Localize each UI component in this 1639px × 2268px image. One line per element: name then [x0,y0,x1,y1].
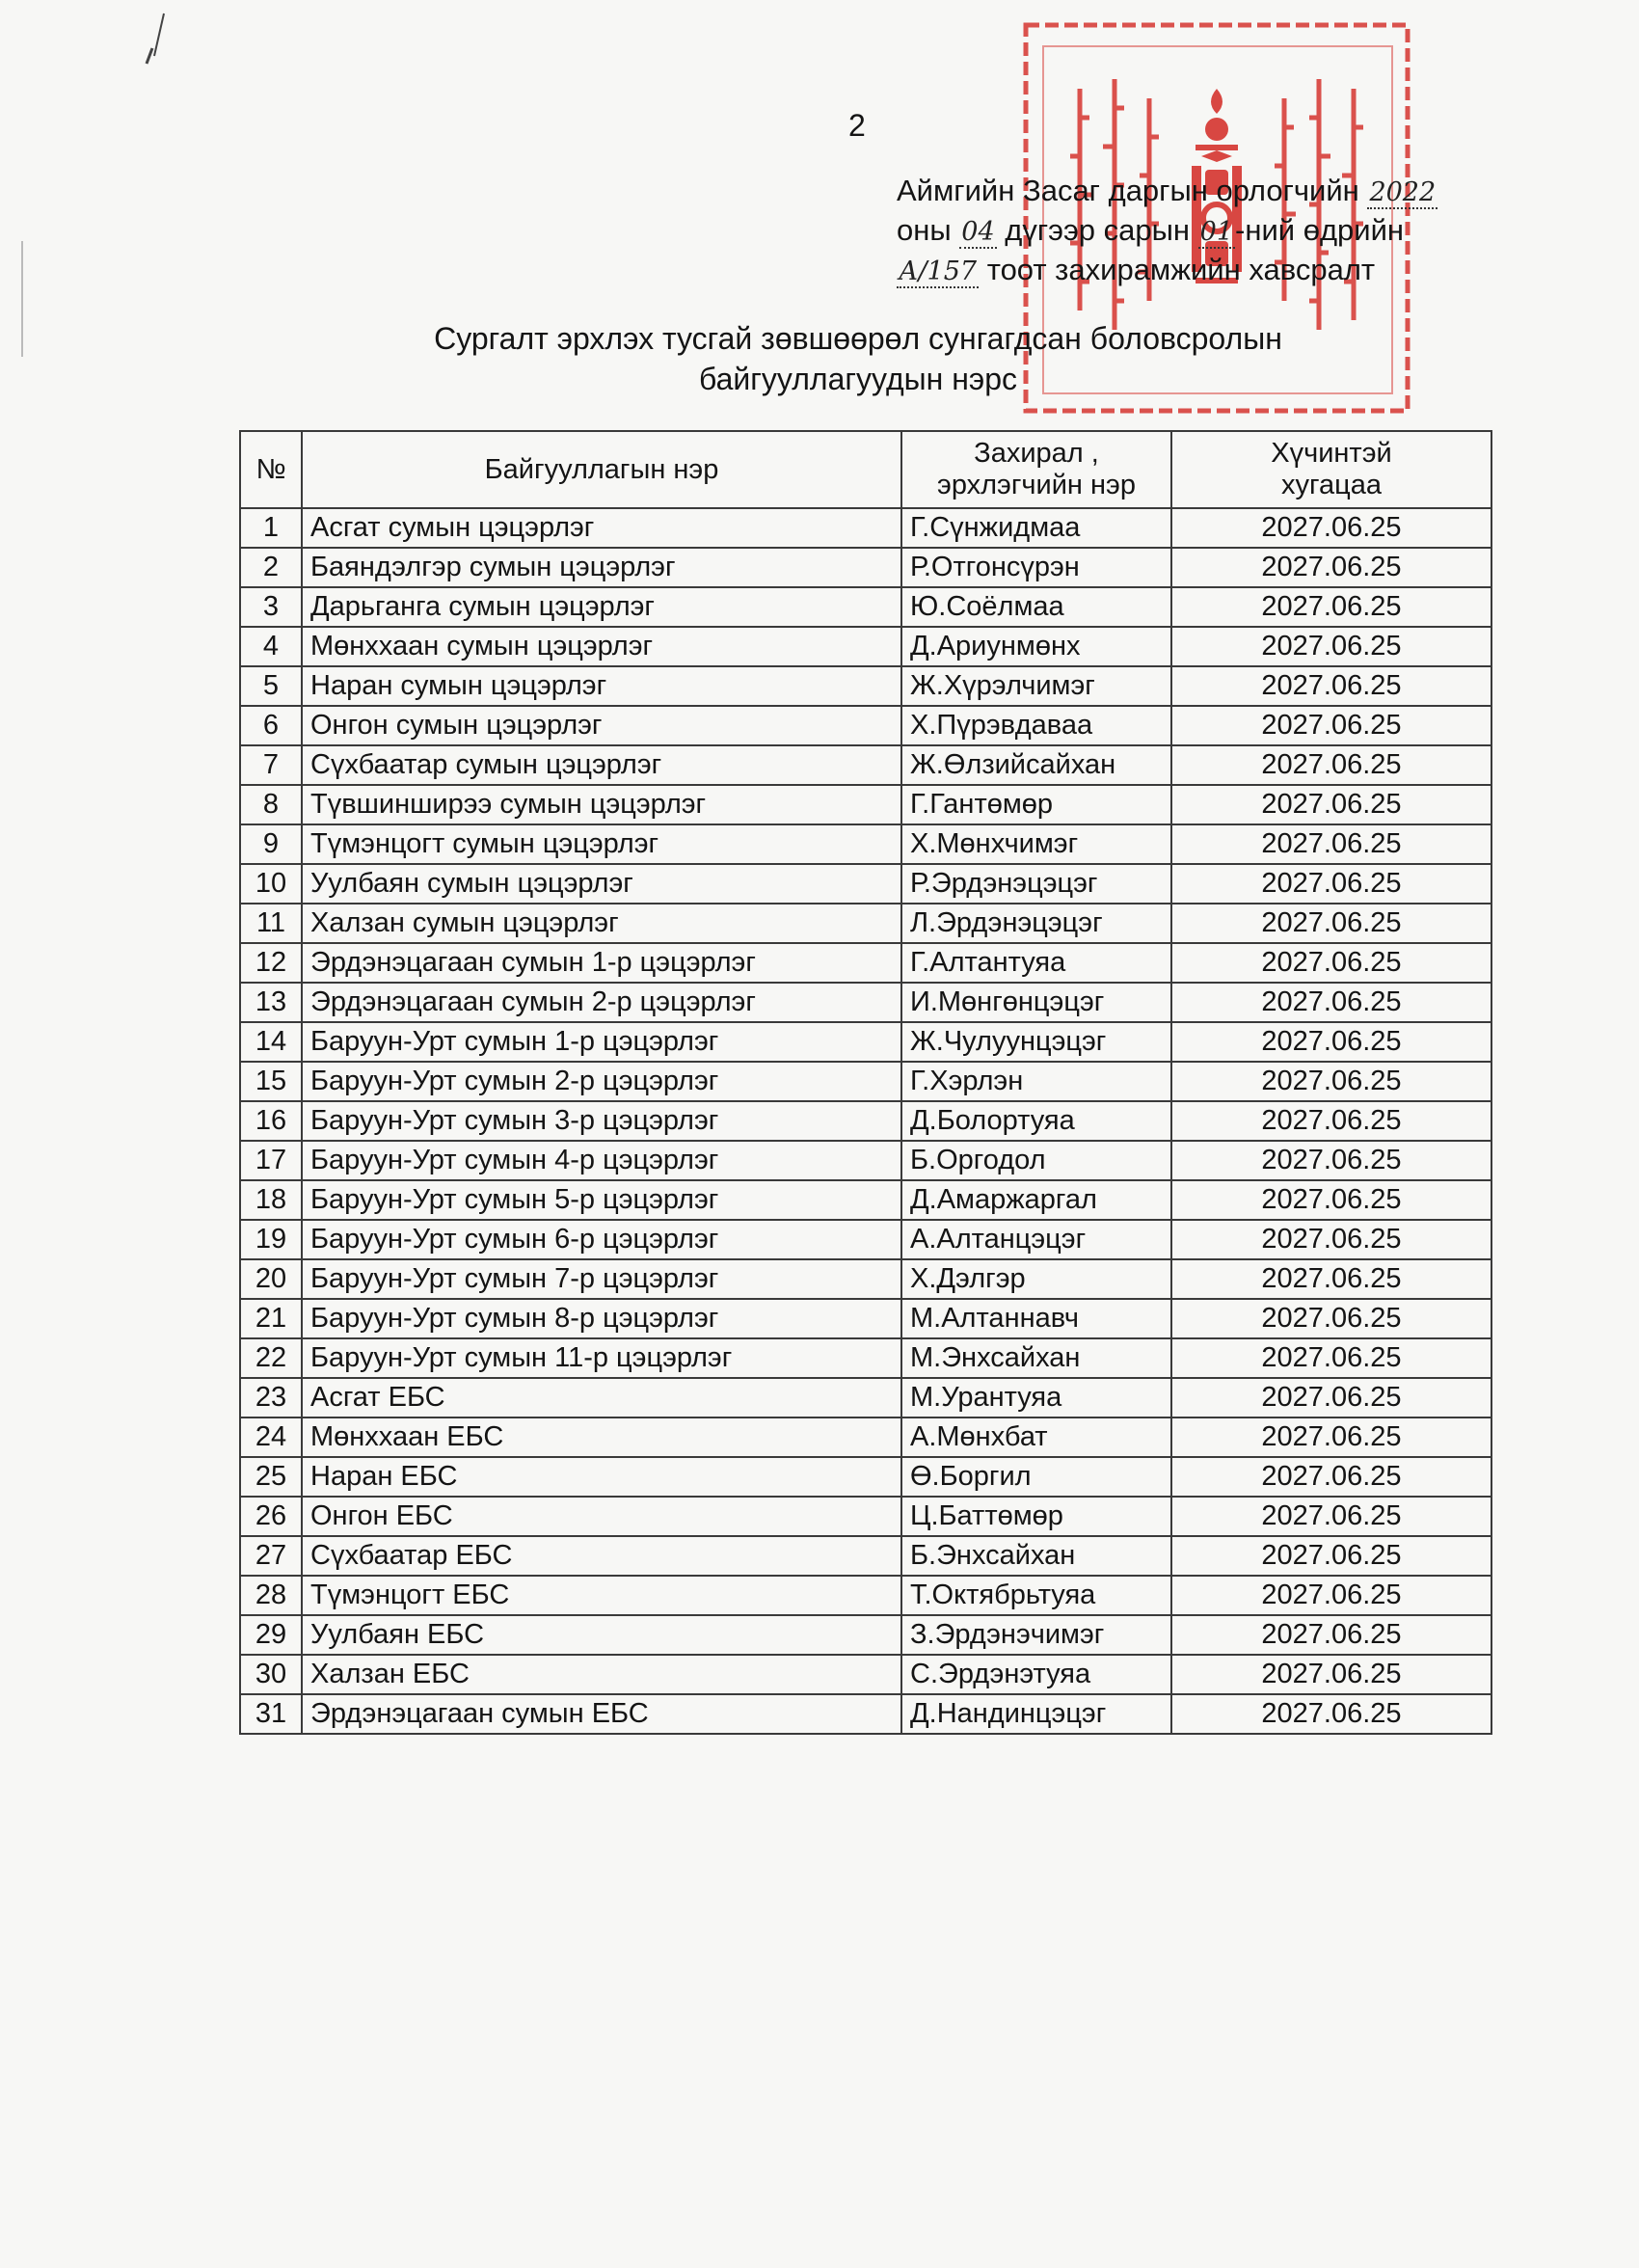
page-number: 2 [848,108,866,143]
row-number: 24 [240,1418,302,1457]
director-name: Х.Пүрэвдаваа [901,706,1171,745]
handwritten-month: 04 [961,217,995,247]
validity-date: 2027.06.25 [1171,745,1491,785]
director-name: Г.Гантөмөр [901,785,1171,824]
table-row [240,1338,1491,1378]
header-director [901,431,1171,508]
validity-date: 2027.06.25 [1171,1022,1491,1062]
row-number: 31 [240,1694,302,1734]
header-line-2 [897,211,1475,251]
validity-date: 2027.06.25 [1171,1576,1491,1615]
header-line3-suffix: тоот захирамжийн хавсралт [986,253,1376,286]
header-validity-line-2: хугацаа [1281,470,1382,500]
organization-name: Асгат сумын цэцэрлэг [302,508,901,548]
director-name: Г.Сүнжидмаа [901,508,1171,548]
director-name: Х.Мөнхчимэг [901,824,1171,864]
organization-name: Эрдэнэцагаан сумын 1-р цэцэрлэг [302,943,901,983]
table-row [240,1497,1491,1536]
director-name: Б.Энхсайхан [901,1536,1171,1576]
director-name: М.Энхсайхан [901,1338,1171,1378]
validity-date: 2027.06.25 [1171,1694,1491,1734]
director-name: Г.Алтантуяа [901,943,1171,983]
validity-date: 2027.06.25 [1171,587,1491,627]
director-name: Л.Эрдэнэцэцэг [901,904,1171,943]
table-row [240,1299,1491,1338]
row-number: 29 [240,1615,302,1655]
table-row [240,1062,1491,1101]
row-number: 19 [240,1220,302,1259]
row-number: 18 [240,1180,302,1220]
row-number: 27 [240,1536,302,1576]
director-name: М.Алтаннавч [901,1299,1171,1338]
table-row [240,1180,1491,1220]
table-row [240,983,1491,1022]
row-number: 11 [240,904,302,943]
table-row [240,904,1491,943]
validity-date: 2027.06.25 [1171,1299,1491,1338]
table-row [240,1457,1491,1497]
director-name: А.Мөнхбат [901,1418,1171,1457]
row-number: 17 [240,1141,302,1180]
organization-name: Эрдэнэцагаан сумын ЕБС [302,1694,901,1734]
organization-name: Асгат ЕБС [302,1378,901,1418]
table-row [240,1141,1491,1180]
organization-name: Наран ЕБС [302,1457,901,1497]
organization-name: Уулбаян ЕБС [302,1615,901,1655]
document-title-line-1: Сургалт эрхлэх тусгай зөвшөөрөл сунгагдсан боловсролын [434,321,1282,356]
table-row [240,1101,1491,1141]
organization-name: Мөнххаан ЕБС [302,1418,901,1457]
header-line2-prefix: оны [897,213,952,247]
scan-mark-top-left [125,10,183,68]
director-name: Г.Хэрлэн [901,1062,1171,1101]
row-number: 22 [240,1338,302,1378]
director-name: Ж.Чулуунцэцэг [901,1022,1171,1062]
organization-name: Түмэнцогт сумын цэцэрлэг [302,824,901,864]
validity-date: 2027.06.25 [1171,864,1491,904]
table-row [240,627,1491,666]
header-validity-line-1: Хүчинтэй [1271,438,1392,469]
table-row [240,1694,1491,1734]
director-name: Ж.Өлзийсайхан [901,745,1171,785]
table-row [240,706,1491,745]
director-name: Д.Нандинцэцэг [901,1694,1171,1734]
row-number: 28 [240,1576,302,1615]
organization-name: Эрдэнэцагаан сумын 2-р цэцэрлэг [302,983,901,1022]
row-number: 2 [240,548,302,587]
validity-date: 2027.06.25 [1171,943,1491,983]
row-number: 15 [240,1062,302,1101]
row-number: 5 [240,666,302,706]
validity-date: 2027.06.25 [1171,785,1491,824]
row-number: 30 [240,1655,302,1694]
organization-name: Баруун-Урт сумын 7-р цэцэрлэг [302,1259,901,1299]
table-row [240,1576,1491,1615]
organization-name: Наран сумын цэцэрлэг [302,666,901,706]
row-number: 20 [240,1259,302,1299]
row-number: 9 [240,824,302,864]
validity-date: 2027.06.25 [1171,1615,1491,1655]
row-number: 8 [240,785,302,824]
director-name: Ө.Боргил [901,1457,1171,1497]
table-row [240,548,1491,587]
row-number: 14 [240,1022,302,1062]
director-name: М.Урантуяа [901,1378,1171,1418]
organization-name: Онгон ЕБС [302,1497,901,1536]
director-name: Р.Отгонсүрэн [901,548,1171,587]
table-row [240,1378,1491,1418]
row-number: 25 [240,1457,302,1497]
director-name: И.Мөнгөнцэцэг [901,983,1171,1022]
handwritten-day: 01 [1199,217,1234,247]
validity-date: 2027.06.25 [1171,1220,1491,1259]
header-line-1 [897,172,1475,211]
handwritten-order-number: А/157 [899,256,978,286]
validity-date: 2027.06.25 [1171,1655,1491,1694]
row-number: 6 [240,706,302,745]
organization-name: Дарьганга сумын цэцэрлэг [302,587,901,627]
header-director-line-2: эрхлэгчийн нэр [937,470,1136,500]
header-line2-suffix: -ний өдрийн [1235,213,1405,247]
organization-name: Халзан сумын цэцэрлэг [302,904,901,943]
handwritten-year: 2022 [1369,177,1437,207]
director-name: Д.Болортуяа [901,1101,1171,1141]
document-title [289,318,1427,399]
row-number: 4 [240,627,302,666]
organization-name: Халзан ЕБС [302,1655,901,1694]
director-name: С.Эрдэнэтуяа [901,1655,1171,1694]
table-row [240,745,1491,785]
annex-header [897,172,1475,290]
director-name: А.Алтанцэцэг [901,1220,1171,1259]
header-organization: Байгууллагын нэр [302,431,901,508]
organization-name: Түмэнцогт ЕБС [302,1576,901,1615]
table-row [240,666,1491,706]
table-row [240,1536,1491,1576]
table-row [240,824,1491,864]
director-name: Т.Октябрьтуяа [901,1576,1171,1615]
validity-date: 2027.06.25 [1171,1536,1491,1576]
row-number: 1 [240,508,302,548]
table-row [240,864,1491,904]
header-director-line-1: Захирал , [974,438,1099,469]
validity-date: 2027.06.25 [1171,627,1491,666]
validity-date: 2027.06.25 [1171,548,1491,587]
organization-name: Уулбаян сумын цэцэрлэг [302,864,901,904]
organization-name: Баруун-Урт сумын 5-р цэцэрлэг [302,1180,901,1220]
header-line-3 [897,251,1475,290]
table-row [240,587,1491,627]
organization-name: Баруун-Урт сумын 6-р цэцэрлэг [302,1220,901,1259]
validity-date: 2027.06.25 [1171,1141,1491,1180]
row-number: 7 [240,745,302,785]
table-row [240,508,1491,548]
validity-date: 2027.06.25 [1171,1259,1491,1299]
header-no: № [240,431,302,508]
validity-date: 2027.06.25 [1171,706,1491,745]
header-line1-text: Аймгийн Засаг даргын орлогчийн [897,174,1359,207]
row-number: 10 [240,864,302,904]
director-name: Д.Ариунмөнх [901,627,1171,666]
organization-name: Баруун-Урт сумын 1-р цэцэрлэг [302,1022,901,1062]
scan-edge-left [21,241,23,357]
validity-date: 2027.06.25 [1171,508,1491,548]
organization-name: Баяндэлгэр сумын цэцэрлэг [302,548,901,587]
row-number: 21 [240,1299,302,1338]
table-header-row [240,431,1491,508]
organization-name: Мөнххаан сумын цэцэрлэг [302,627,901,666]
director-name: Ж.Хүрэлчимэг [901,666,1171,706]
table-row [240,1655,1491,1694]
validity-date: 2027.06.25 [1171,824,1491,864]
validity-date: 2027.06.25 [1171,904,1491,943]
validity-date: 2027.06.25 [1171,1180,1491,1220]
table-row [240,785,1491,824]
validity-date: 2027.06.25 [1171,1338,1491,1378]
row-number: 12 [240,943,302,983]
organizations-table [239,430,1492,1735]
director-name: Ц.Баттөмөр [901,1497,1171,1536]
table-row [240,1418,1491,1457]
organization-name: Баруун-Урт сумын 8-р цэцэрлэг [302,1299,901,1338]
director-name: Х.Дэлгэр [901,1259,1171,1299]
table-row [240,1615,1491,1655]
director-name: З.Эрдэнэчимэг [901,1615,1171,1655]
organization-name: Баруун-Урт сумын 2-р цэцэрлэг [302,1062,901,1101]
organization-name: Түвшинширээ сумын цэцэрлэг [302,785,901,824]
organization-name: Баруун-Урт сумын 3-р цэцэрлэг [302,1101,901,1141]
organization-name: Онгон сумын цэцэрлэг [302,706,901,745]
row-number: 23 [240,1378,302,1418]
row-number: 13 [240,983,302,1022]
validity-date: 2027.06.25 [1171,666,1491,706]
director-name: Б.Оргодол [901,1141,1171,1180]
table-row [240,1022,1491,1062]
header-validity [1171,431,1491,508]
organization-name: Сүхбаатар ЕБС [302,1536,901,1576]
row-number: 26 [240,1497,302,1536]
director-name: Р.Эрдэнэцэцэг [901,864,1171,904]
director-name: Д.Амаржаргал [901,1180,1171,1220]
table-row [240,1259,1491,1299]
validity-date: 2027.06.25 [1171,1101,1491,1141]
header-line2-mid: дүгээр сарын [1005,213,1191,247]
row-number: 3 [240,587,302,627]
row-number: 16 [240,1101,302,1141]
validity-date: 2027.06.25 [1171,1418,1491,1457]
table-row [240,943,1491,983]
validity-date: 2027.06.25 [1171,1497,1491,1536]
table-row [240,1220,1491,1259]
organization-name: Сүхбаатар сумын цэцэрлэг [302,745,901,785]
document-title-line-2: байгууллагуудын нэрс [698,362,1017,396]
organization-name: Баруун-Урт сумын 4-р цэцэрлэг [302,1141,901,1180]
validity-date: 2027.06.25 [1171,1062,1491,1101]
validity-date: 2027.06.25 [1171,983,1491,1022]
director-name: Ю.Соёлмаа [901,587,1171,627]
validity-date: 2027.06.25 [1171,1457,1491,1497]
validity-date: 2027.06.25 [1171,1378,1491,1418]
organization-name: Баруун-Урт сумын 11-р цэцэрлэг [302,1338,901,1378]
